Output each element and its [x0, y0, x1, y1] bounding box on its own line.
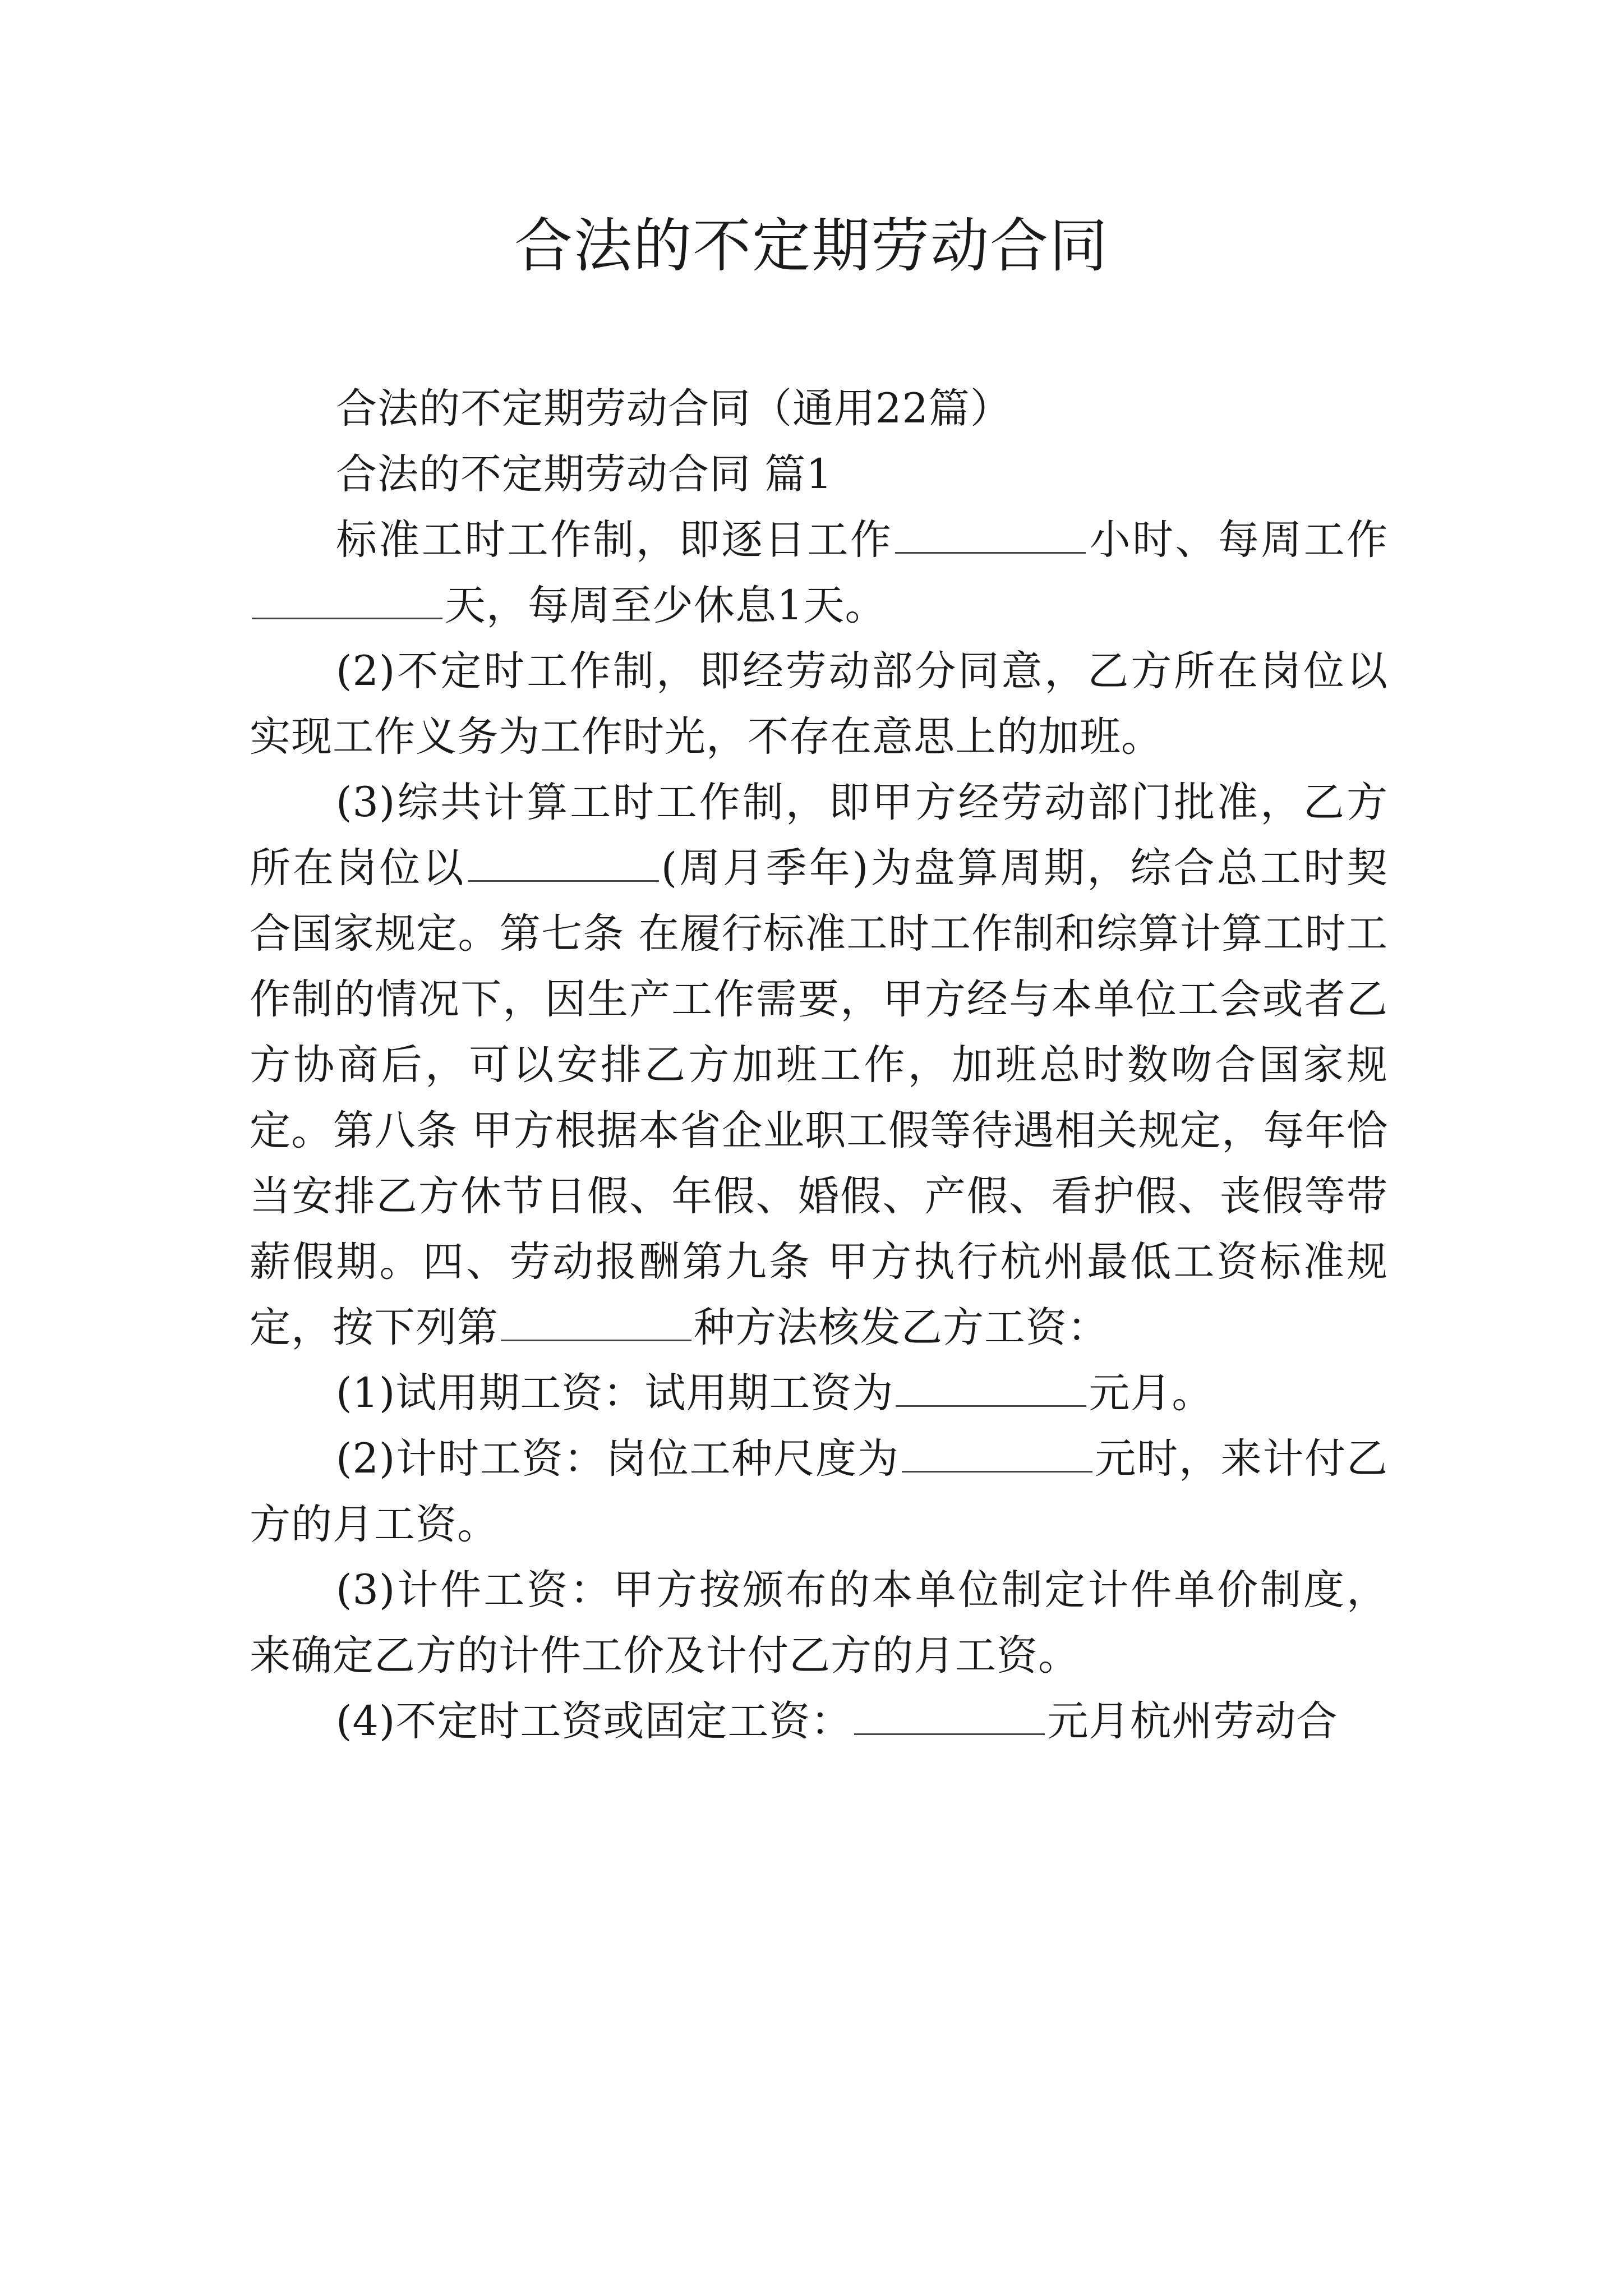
paragraph-standard-hours — [250, 507, 1388, 638]
fill-in-blank — [854, 1694, 1045, 1735]
paragraph-comprehensive-hours — [250, 770, 1388, 1360]
fill-in-blank — [468, 841, 659, 882]
text-segment: (2)计时工资：岗位工种尺度为 — [336, 1435, 900, 1483]
text-segment: 元月杭州劳动合 — [1047, 1697, 1338, 1745]
text-segment: 标准工时工作制，即逐日工作 — [336, 516, 893, 564]
text-segment: 元时，来计付乙方的月工资。 — [250, 1435, 1389, 1548]
document-body — [250, 376, 1388, 1754]
text-segment: (4)不定时工资或固定工资： — [336, 1697, 852, 1745]
text-segment: 天，每周至少休息1天。 — [445, 582, 887, 629]
paragraph-piece-wage: (3)计件工资：甲方按颁布的本单位制定计件单价制度，来确定乙方的计件工价及计付乙方的月工资。 — [250, 1566, 1388, 1680]
paragraph-irregular-hours: (2)不定时工作制，即经劳动部分同意，乙方所在岗位以实现工作义务为工作时光，不存在意思上的加班。 — [250, 647, 1388, 761]
text-segment: (1)试用期工资：试用期工资为 — [336, 1369, 894, 1417]
fill-in-blank — [252, 578, 442, 619]
text-segment: 元月。 — [1089, 1369, 1214, 1417]
text-segment: (3)综共计算工时工作制，即甲方经劳动部门批准，乙方所在岗位以 — [250, 779, 1388, 892]
paragraph-section-heading: 合法的不定期劳动合同 篇1 — [336, 450, 833, 498]
text-segment: 小时、每周工作 — [1088, 516, 1389, 564]
text-segment: 种方法核发乙方工资： — [694, 1304, 1109, 1351]
fill-in-blank — [896, 1366, 1086, 1407]
fill-in-blank — [501, 1300, 691, 1341]
paragraph-probation-wage — [250, 1360, 1388, 1426]
text-segment: (周月季年)为盘算周期，综合总工时契合国家规定。第七条 在履行标准工时工作制和综算计算工时工作制的情况下，因生产工作需要，甲方经与本单位工会或者乙方协商后，可以安排乙方加班工作，加班总时数吻合国家规定。第八条 甲方根据本省企业职工假等待遇相关规定，每年恰当安排乙方休节日假、年假、婚假、产假、看护假、丧假等带薪假期。四、劳动报酬第九条 甲方执行杭州最低工资标准规定，按下列第 — [250, 844, 1389, 1351]
fill-in-blank — [895, 513, 1086, 554]
fill-in-blank — [902, 1432, 1092, 1473]
paragraph-subtitle: 合法的不定期劳动合同（通用22篇） — [336, 385, 1012, 432]
document-title: 合法的不定期劳动合同 — [514, 211, 1109, 280]
paragraph-hourly-wage — [250, 1426, 1388, 1557]
paragraph-fixed-wage — [250, 1688, 1388, 1754]
